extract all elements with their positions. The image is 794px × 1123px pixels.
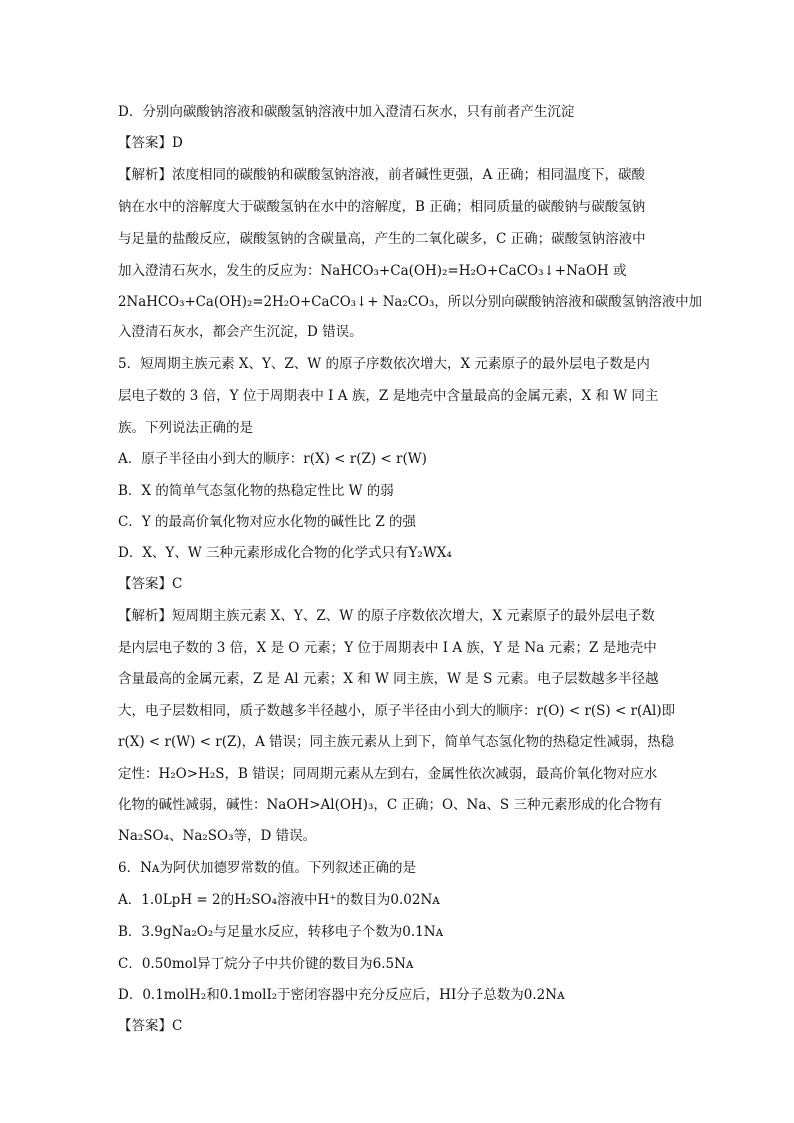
text-line: 2NaHCO₃+Ca(OH)₂=2H₂O+CaCO₃↓+ Na₂CO₃，所以分别向碳酸钠溶液和碳酸氢钠溶液中加 — [118, 294, 702, 310]
option-line: B．3.9gNa₂O₂与足量水反应，转移电子个数为0.1Nᴀ — [118, 924, 444, 940]
analysis-line: 【解析】浓度相同的碳酸钠和碳酸氢钠溶液，前者碱性更强，A 正确；相同温度下，碳酸 — [118, 167, 646, 183]
text-line: 钠在水中的溶解度大于碳酸氢钠在水中的溶解度，B 正确；相同质量的碳酸钠与碳酸氢钠 — [118, 199, 646, 215]
text-line: 是内层电子数的 3 倍，X 是 O 元素；Y 位于周期表中 I A 族，Y 是 Na 元素；Z 是地壳中 — [118, 640, 657, 656]
question-line: 6．Nᴀ为阿伏加德罗常数的值。下列叙述正确的是 — [118, 860, 417, 876]
option-line: D．X、Y、W 三种元素形成化合物的化学式只有Y₂WX₄ — [118, 545, 452, 561]
answer-line: 【答案】C — [118, 1018, 183, 1034]
analysis-line: 【解析】短周期主族元素 X、Y、Z、W 的原子序数依次增大，X 元素原子的最外层电子数 — [118, 608, 655, 624]
text-line: D．分别向碳酸钠溶液和碳酸氢钠溶液中加入澄清石灰水，只有前者产生沉淀 — [118, 104, 575, 120]
option-line: D．0.1molH₂和0.1molI₂于密闭容器中充分反应后，HI分子总数为0.2Nᴀ — [118, 987, 565, 1003]
text-line: 层电子数的 3 倍，Y 位于周期表中 I A 族，Z 是地壳中含量最高的金属元素，X 和 W 同主 — [118, 388, 659, 404]
text-line: 化物的碱性减弱，碱性：NaOH>Al(OH)₃，C 正确；O、Na、S 三种元素形成的化合物有 — [118, 797, 662, 813]
text-line: 大，电子层数相同，质子数越多半径越小，原子半径由小到大的顺序：r(O) < r(S) < r(Al)即 — [118, 703, 676, 719]
option-line: B．X 的简单气态氢化物的热稳定性比 W 的弱 — [118, 483, 394, 499]
answer-line: 【答案】D — [118, 135, 183, 151]
option-line: C．0.50mol异丁烷分子中共价键的数目为6.5Nᴀ — [118, 956, 414, 972]
text-line: r(X) < r(W) < r(Z)，A 错误；同主族元素从上到下，简单气态氢化物的热稳定性减弱，热稳 — [118, 734, 675, 750]
answer-line: 【答案】C — [118, 576, 183, 592]
question-line: 5．短周期主族元素 X、Y、Z、W 的原子序数依次增大，X 元素原子的最外层电子数是内 — [118, 356, 650, 372]
text-line: 族。下列说法正确的是 — [118, 420, 253, 436]
text-line: 入澄清石灰水，都会产生沉淀，D 错误。 — [118, 324, 363, 340]
text-line: 与足量的盐酸反应，碳酸氢钠的含碳量高，产生的二氧化碳多，C 正确；碳酸氢钠溶液中 — [118, 231, 646, 247]
text-line: 加入澄清石灰水，发生的反应为：NaHCO₃+Ca(OH)₂=H₂O+CaCO₃↓+NaOH 或 — [118, 263, 627, 279]
option-line: C．Y 的最高价氧化物对应水化物的碱性比 Z 的强 — [118, 514, 416, 530]
option-line: A．1.0LpH = 2的H₂SO₄溶液中H⁺的数目为0.02Nᴀ — [118, 892, 440, 908]
text-line: Na₂SO₄、Na₂SO₃等，D 错误。 — [118, 828, 317, 844]
text-line: 定性：H₂O>H₂S，B 错误；同周期元素从左到右，金属性依次减弱，最高价氧化物对应水 — [118, 766, 658, 782]
text-line: 含量最高的金属元素，Z 是 Al 元素；X 和 W 同主族，W 是 S 元素。电子层数越多半径越 — [118, 671, 659, 687]
option-line: A．原子半径由小到大的顺序：r(X) < r(Z) < r(W) — [118, 451, 427, 467]
